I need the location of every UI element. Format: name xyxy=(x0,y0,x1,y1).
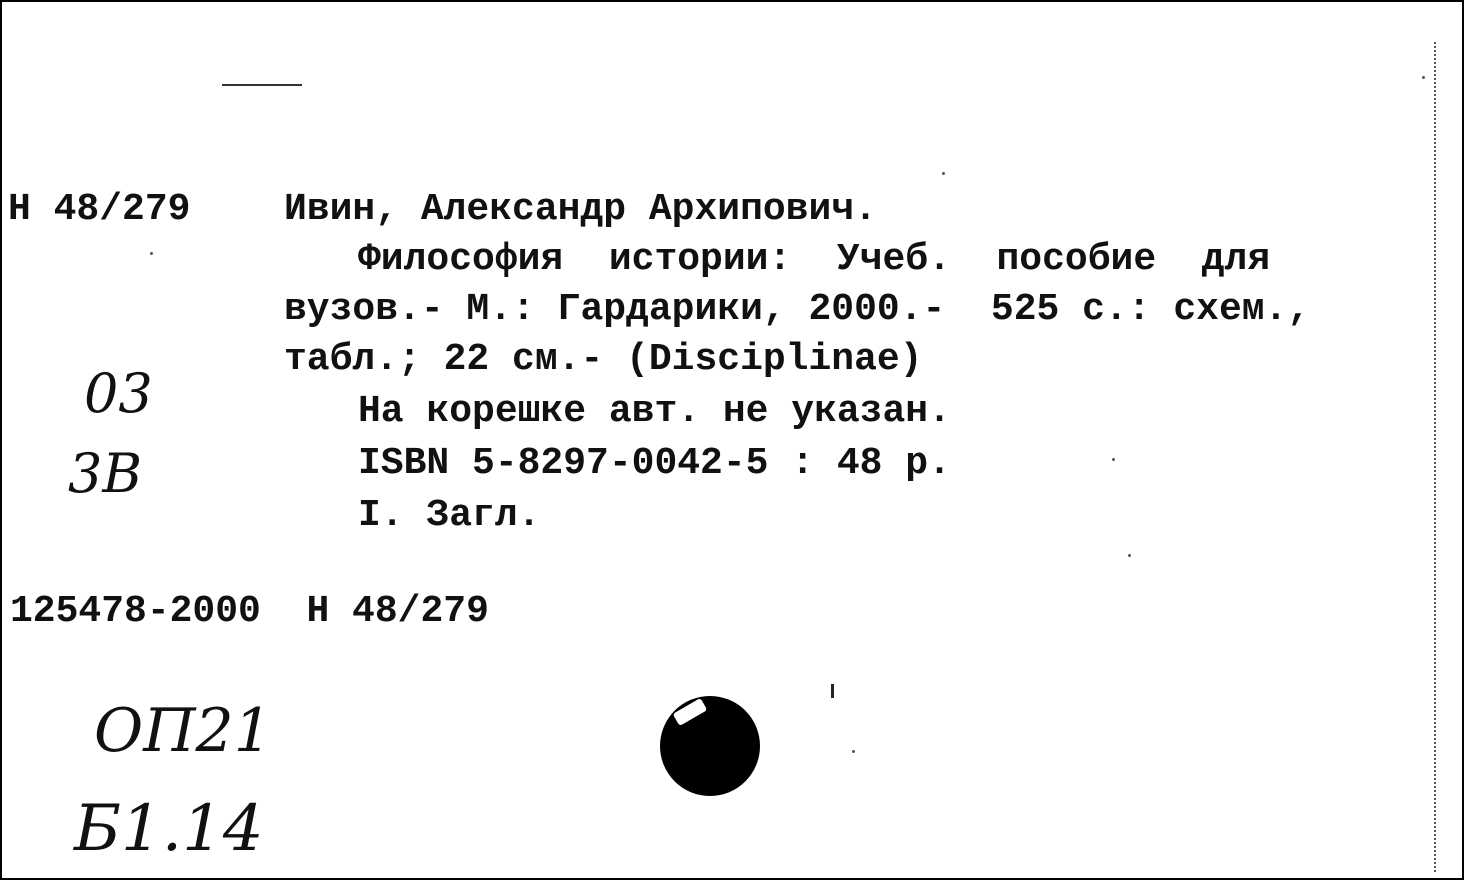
punch-hole xyxy=(660,696,760,796)
author-heading: Ивин, Александр Архипович. xyxy=(284,188,877,231)
title-line-3: табл.; 22 см.- (Disciplinae) xyxy=(284,338,923,381)
handwritten-code-4: Б1.14 xyxy=(74,792,264,866)
handwritten-code-2: 3В xyxy=(68,442,143,505)
isbn-line: ISBN 5-8297-0042-5 : 48 р. xyxy=(358,442,951,485)
tracing-line: I. Загл. xyxy=(358,494,541,537)
title-line-2: вузов.- М.: Гардарики, 2000.- 525 с.: схем., xyxy=(284,288,1311,331)
inventory-number: 125478-2000 Н 48/279 xyxy=(10,590,489,633)
card-edge-line xyxy=(1434,42,1436,872)
title-line-1: Философия истории: Учеб. пособие для xyxy=(358,238,1271,281)
note-line-1: На корешке авт. не указан. xyxy=(358,390,951,433)
handwritten-code-3: ОП21 xyxy=(94,696,272,766)
top-dash-line xyxy=(222,84,302,86)
speck xyxy=(1112,458,1115,461)
pencil-mark xyxy=(831,684,834,698)
speck xyxy=(1128,554,1131,557)
speck xyxy=(1422,76,1425,79)
speck xyxy=(150,252,153,255)
call-number: Н 48/279 xyxy=(8,188,191,231)
speck xyxy=(852,750,855,753)
handwritten-code-1: 03 xyxy=(84,362,153,425)
speck xyxy=(942,172,945,175)
